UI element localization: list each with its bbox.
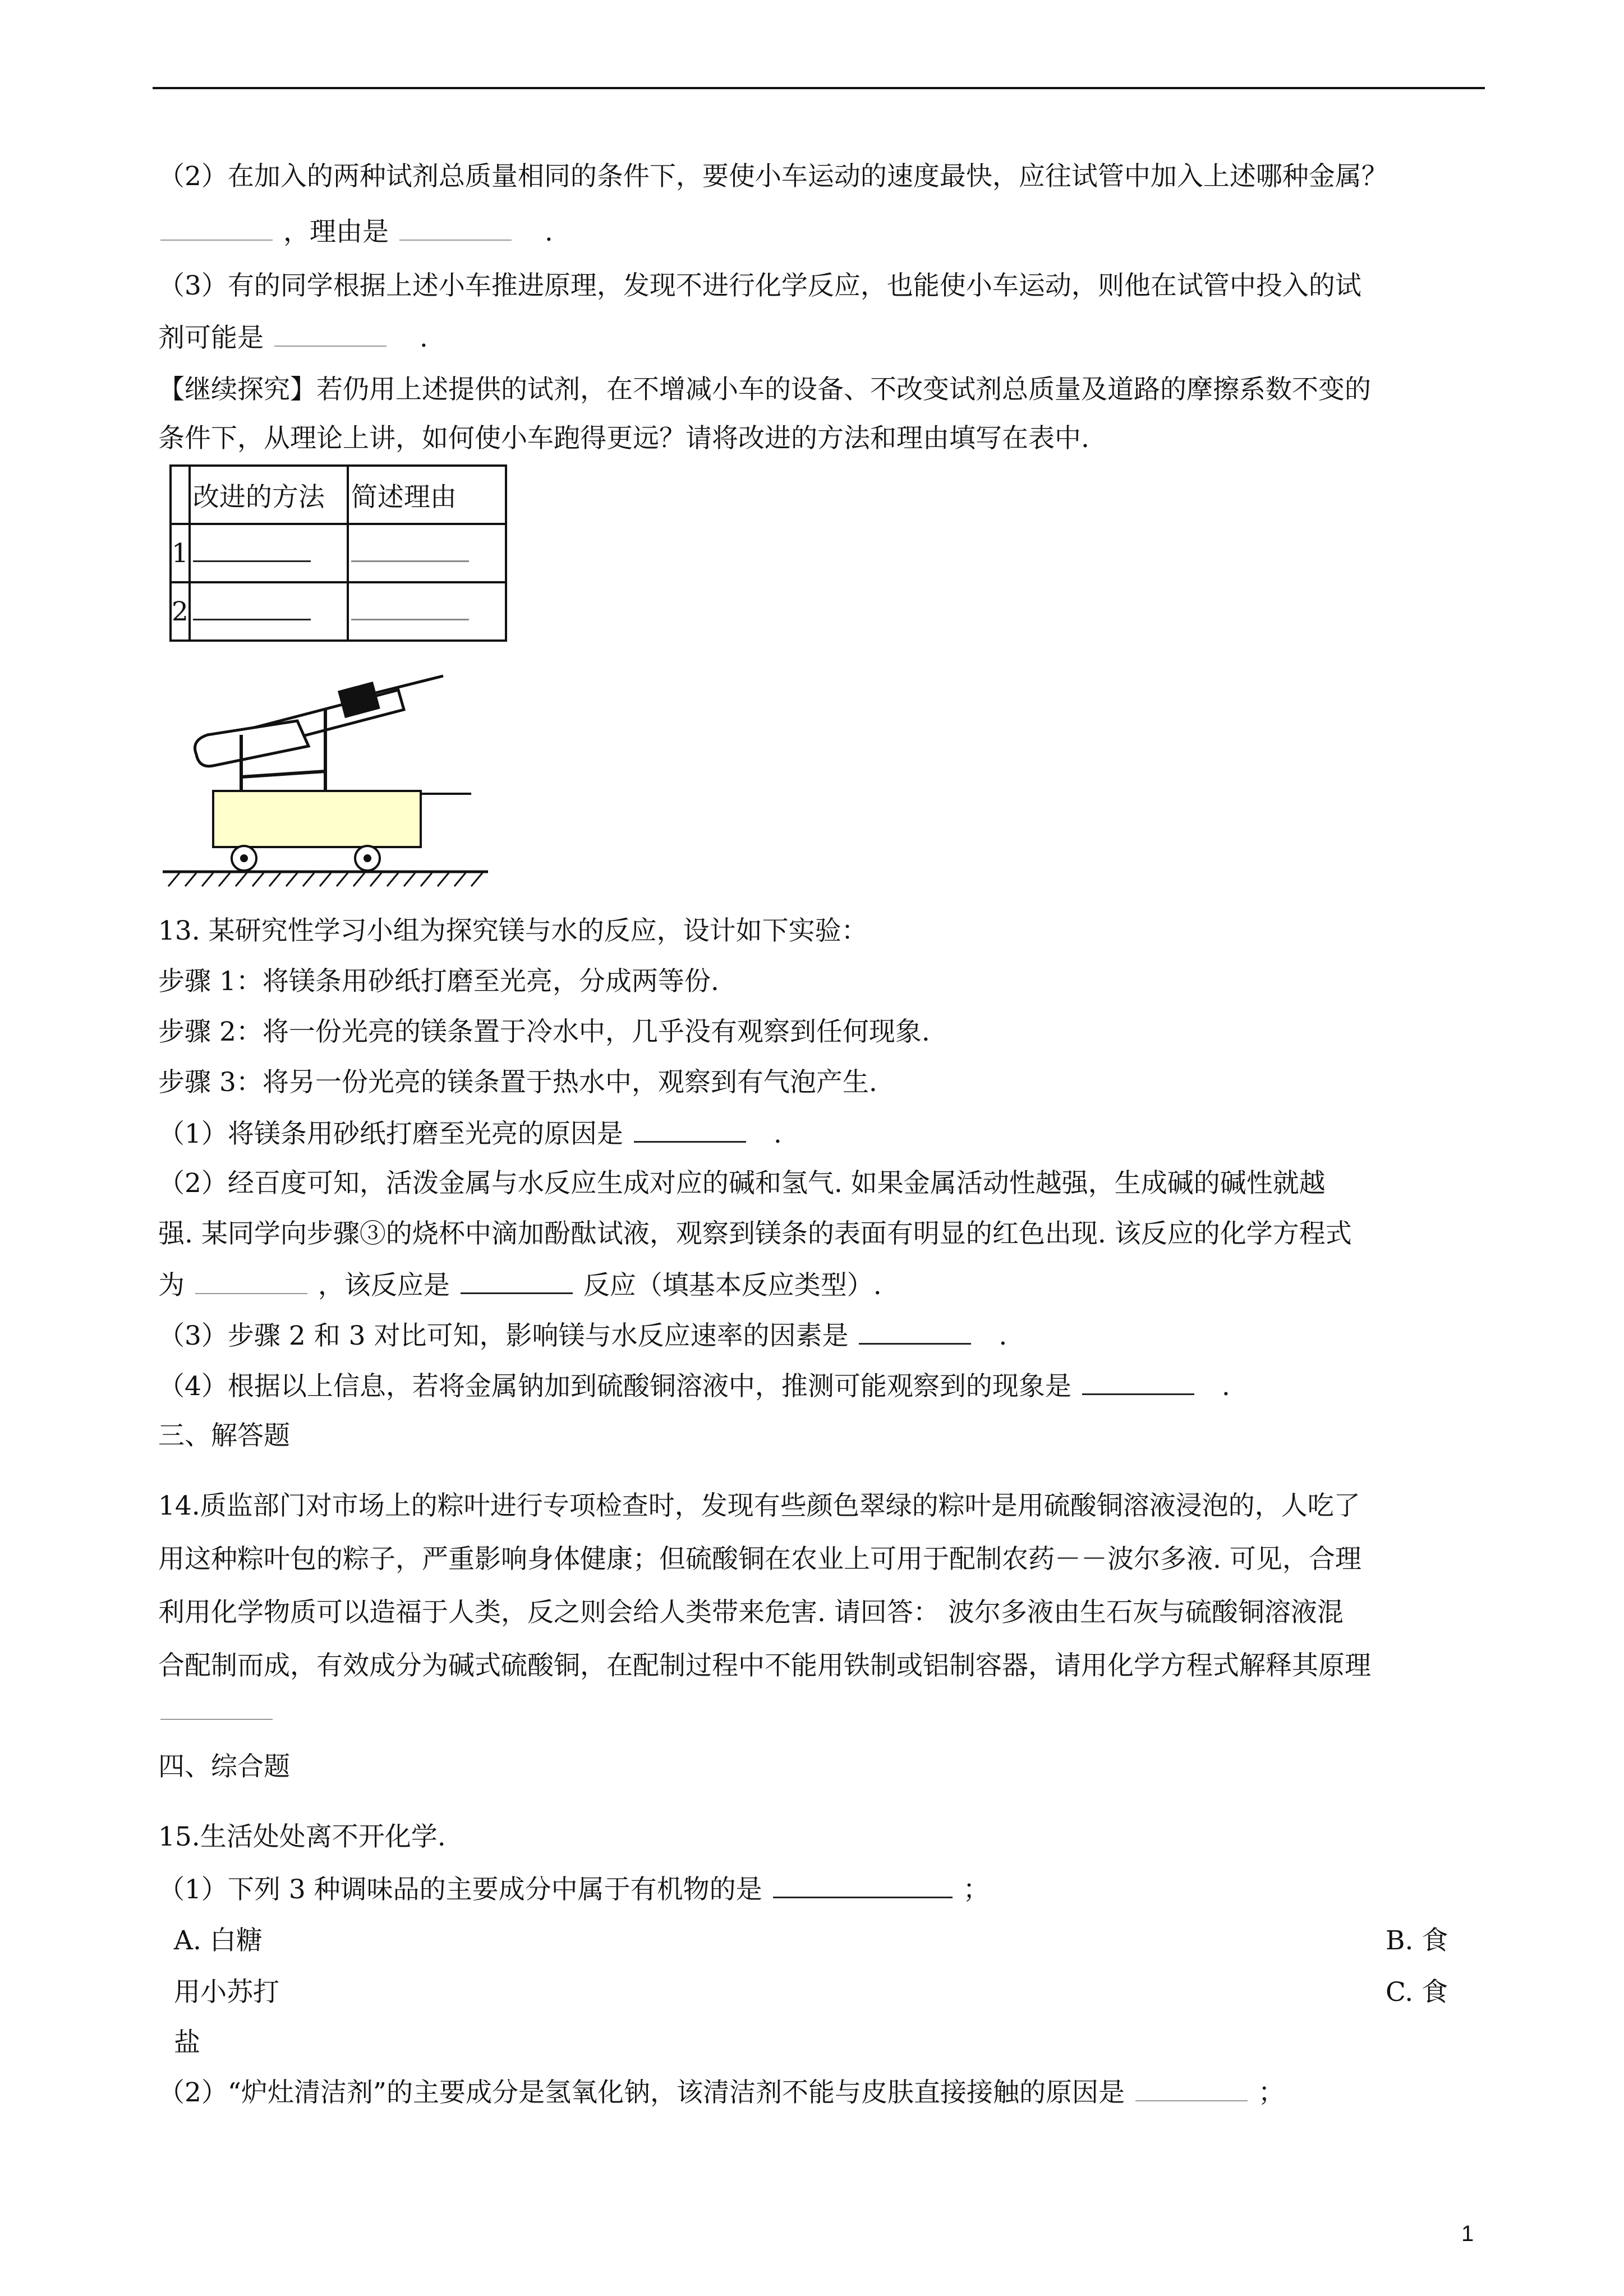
answer-blank[interactable] <box>399 215 512 241</box>
q12-part2-reason-label: ，理由是 <box>283 217 389 247</box>
answer-blank[interactable] <box>1135 2076 1248 2101</box>
table-header-cell: 简述理由 <box>348 466 506 524</box>
row-number: 1 <box>171 524 190 582</box>
stopper <box>339 683 379 716</box>
answer-blank[interactable] <box>1082 1369 1194 1395</box>
q13-part2-line3 <box>158 1268 882 1303</box>
q15-intro: 15.生活处处离不开化学. <box>158 1821 446 1852</box>
q13-step2: 步骤 2：将一份光亮的镁条置于冷水中，几乎没有观察到任何现象. <box>158 1016 930 1047</box>
period: . <box>999 1320 1007 1351</box>
page-number: 1 <box>1461 2221 1474 2246</box>
period: . <box>419 323 428 353</box>
q14-line3: 利用化学物质可以造福于人类，反之则会给人类带来危害. 请回答： 波尔多液由生石灰与硫酸铜溶液混 <box>158 1597 1344 1628</box>
method-cell[interactable] <box>190 582 348 641</box>
q13-step3: 步骤 3：将另一份光亮的镁条置于热水中，观察到有气泡产生. <box>158 1067 877 1098</box>
table-row <box>171 524 506 582</box>
section-heading-4: 四、综合题 <box>158 1751 290 1782</box>
q12-part2-line2 <box>158 215 553 249</box>
q15-part2 <box>158 2076 1285 2110</box>
q14-line4: 合配制而成，有效成分为碱式硫酸铜，在配制过程中不能用铁制或铝制容器，请用化学方程式解释其原理 <box>158 1650 1371 1681</box>
q13-equation-label: 为 <box>158 1270 185 1301</box>
answer-blank[interactable] <box>461 1268 573 1294</box>
q13-reaction-type-label: ，该反应是 <box>318 1270 450 1301</box>
q15-part1-label: （1）下列 3 种调味品的主要成分中属于有机物的是 <box>158 1874 762 1905</box>
q14-answer-line <box>158 1694 275 1728</box>
header-rule <box>153 87 1485 89</box>
table-header-cell <box>171 466 190 524</box>
option-a[interactable]: A. 白糖 <box>174 1925 263 1956</box>
option-b[interactable]: B. 食 <box>1386 1925 1448 1956</box>
answer-blank[interactable] <box>859 1318 971 1345</box>
q12-part3-line2 <box>158 321 428 355</box>
period: . <box>1221 1371 1230 1402</box>
reason-cell[interactable] <box>348 582 506 641</box>
table-header-row <box>171 466 506 524</box>
option-c-continued: 盐 <box>174 2027 200 2058</box>
q12-continue-line2: 条件下，从理论上讲，如何使小车跑得更远？请将改进的方法和理由填写在表中. <box>158 423 1089 454</box>
q15-part2-label: （2）“炉灶清洁剂”的主要成分是氢氧化钠，该清洁剂不能与皮肤直接接触的原因是 <box>158 2077 1125 2108</box>
answer-blank[interactable] <box>773 1872 953 1898</box>
table-header-cell: 改进的方法 <box>190 466 348 524</box>
q13-reaction-type-hint: 反应（填基本反应类型）. <box>583 1270 882 1301</box>
q13-part4 <box>158 1369 1230 1404</box>
q13-part4-label: （4）根据以上信息，若将金属钠加到硫酸铜溶液中，推测可能观察到的现象是 <box>158 1371 1071 1402</box>
cart-body <box>213 791 421 847</box>
cart-test-tube-figure <box>157 656 505 892</box>
q13-part1 <box>158 1116 782 1151</box>
answer-blank[interactable] <box>274 321 387 347</box>
period: . <box>773 1119 782 1149</box>
q13-part2-line2: 强. 某同学向步骤③的烧杯中滴加酚酞试液，观察到镁条的表面有明显的红色出现. 该反应的化学方程式 <box>158 1218 1352 1249</box>
row-number: 2 <box>171 582 190 641</box>
answer-blank[interactable] <box>160 215 273 241</box>
semicolon: ； <box>1258 2077 1285 2108</box>
semicolon: ； <box>963 1874 990 1905</box>
option-c[interactable]: C. 食 <box>1386 1977 1448 2008</box>
q14-line1: 14.质监部门对市场上的粽叶进行专项检查时，发现有些颜色翠绿的粽叶是用硫酸铜溶液浸泡的，人吃了 <box>158 1490 1360 1521</box>
q15-part1 <box>158 1872 990 1907</box>
answer-blank[interactable] <box>160 1694 273 1720</box>
q14-line2: 用这种粽叶包的粽子，严重影响身体健康；但硫酸铜在农业上可用于配制农药－－波尔多液. 可见，合理 <box>158 1544 1361 1575</box>
option-b-continued: 用小苏打 <box>174 1977 279 2008</box>
table-row <box>171 582 506 641</box>
reason-cell[interactable] <box>348 524 506 582</box>
q13-step1: 步骤 1：将镁条用砂纸打磨至光亮，分成两等份. <box>158 966 719 997</box>
q12-part3-line1: （3）有的同学根据上述小车推进原理，发现不进行化学反应，也能使小车运动，则他在试管中投入的试 <box>158 270 1361 301</box>
reagent-fill <box>195 721 309 766</box>
q13-intro: 13. 某研究性学习小组为探究镁与水的反应，设计如下实验： <box>158 915 868 946</box>
q13-part1-label: （1）将镁条用砂纸打磨至光亮的原因是 <box>158 1119 623 1149</box>
answer-blank[interactable] <box>195 1268 307 1294</box>
improvement-table <box>169 464 507 642</box>
method-cell[interactable] <box>190 524 348 582</box>
q12-part3-label: 剂可能是 <box>158 323 264 353</box>
answer-blank[interactable] <box>634 1116 746 1143</box>
period: . <box>544 217 553 247</box>
q13-part2-line1: （2）经百度可知，活泼金属与水反应生成对应的碱和氢气. 如果金属活动性越强，生成碱的碱性就越 <box>158 1168 1326 1199</box>
q13-part3 <box>158 1318 1007 1353</box>
q12-continue-line1: 【继续探究】若仍用上述提供的试剂，在不增减小车的设备、不改变试剂总质量及道路的摩擦系数不变的 <box>158 374 1371 405</box>
q12-part2-line1: （2）在加入的两种试剂总质量相同的条件下，要使小车运动的速度最快，应往试管中加入上述哪种金属？ <box>158 161 1388 192</box>
q13-part3-label: （3）步骤 2 和 3 对比可知，影响镁与水反应速率的因素是 <box>158 1320 849 1351</box>
section-heading-3: 三、解答题 <box>158 1420 290 1451</box>
